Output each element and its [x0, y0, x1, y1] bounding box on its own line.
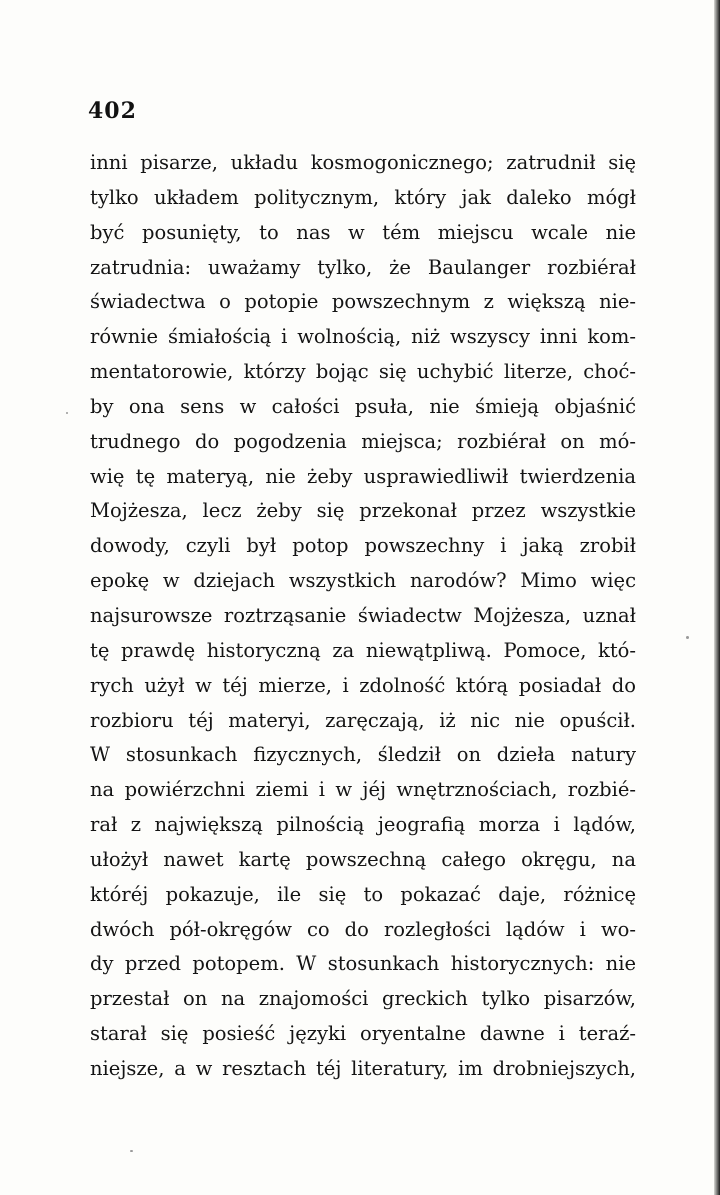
- text-line-24: dy przed potopem. W stosunkach historycznych: nie: [90, 952, 636, 976]
- text-line-21: ułożył nawet kartę powszechną całego okręgu, na: [90, 847, 636, 871]
- paper-speck: [686, 636, 689, 639]
- paper-speck: [130, 1150, 133, 1152]
- text-line-22: któréj pokazuje, ile się to pokazać daje, różnicę: [90, 882, 636, 906]
- page-edge-shadow: [714, 0, 720, 1195]
- text-line-11: Mojżesza, lecz żeby się przekonał przez wszystkie: [90, 499, 636, 523]
- text-line-15: tę prawdę historyczną za niewątpliwą. Pomoce, któ-: [90, 638, 636, 662]
- text-line-13: epokę w dziejach wszystkich narodów? Mimo więc: [90, 569, 636, 593]
- text-line-7: mentatorowie, którzy bojąc się uchybić literze, choć-: [90, 360, 636, 384]
- text-line-1: inni pisarze, układu kosmogonicznego; zatrudnił się: [90, 151, 636, 174]
- text-line-26: starał się posieść języki oryentalne dawne i teraź-: [90, 1022, 636, 1046]
- text-line-20: rał z największą pilnością jeografią morza i lądów,: [90, 813, 636, 837]
- text-line-27: niejsze, a w resztach téj literatury, im drobniejszych,: [90, 1056, 636, 1080]
- body-text: [90, 146, 636, 1087]
- text-line-10: wię tę materyą, nie żeby usprawiedliwił twierdzenia: [90, 464, 636, 488]
- text-line-23: dwóch pół-okręgów co do rozległości lądów i wo-: [90, 917, 636, 941]
- text-line-9: trudnego do pogodzenia miejsca; rozbiérał on mó-: [90, 429, 636, 453]
- text-line-3: być posunięty, to nas w tém miejscu wcale nie: [90, 220, 636, 244]
- text-line-18: W stosunkach fizycznych, śledził on dzieła natury: [90, 743, 636, 767]
- text-line-16: rych użył w téj mierze, i zdolność którą posiadał do: [90, 673, 636, 697]
- text-line-8: by ona sens w całości psuła, nie śmieją objaśnić: [90, 394, 636, 418]
- page-number: 402: [88, 98, 137, 124]
- text-line-19: na powiérzchni ziemi i w jéj wnętrznościach, rozbié-: [90, 778, 636, 802]
- text-line-12: dowody, czyli był potop powszechny i jaką zrobił: [90, 534, 636, 558]
- text-line-4: zatrudnia: uważamy tylko, że Baulanger rozbiérał: [90, 255, 636, 279]
- text-line-2: tylko układem politycznym, który jak daleko mógł: [90, 185, 636, 209]
- paper-speck: [66, 412, 68, 414]
- text-line-5: świadectwa o potopie powszechnym z większą nie-: [90, 290, 636, 314]
- text-line-25: przestał on na znajomości greckich tylko pisarzów,: [90, 987, 636, 1011]
- text-line-14: najsurowsze roztrząsanie świadectw Mojżesza, uznał: [90, 603, 636, 627]
- text-line-6: równie śmiałością i wolnością, niż wszyscy inni kom-: [90, 325, 636, 349]
- text-line-17: rozbioru téj materyi, zaręczają, iż nic nie opuścił.: [90, 708, 636, 732]
